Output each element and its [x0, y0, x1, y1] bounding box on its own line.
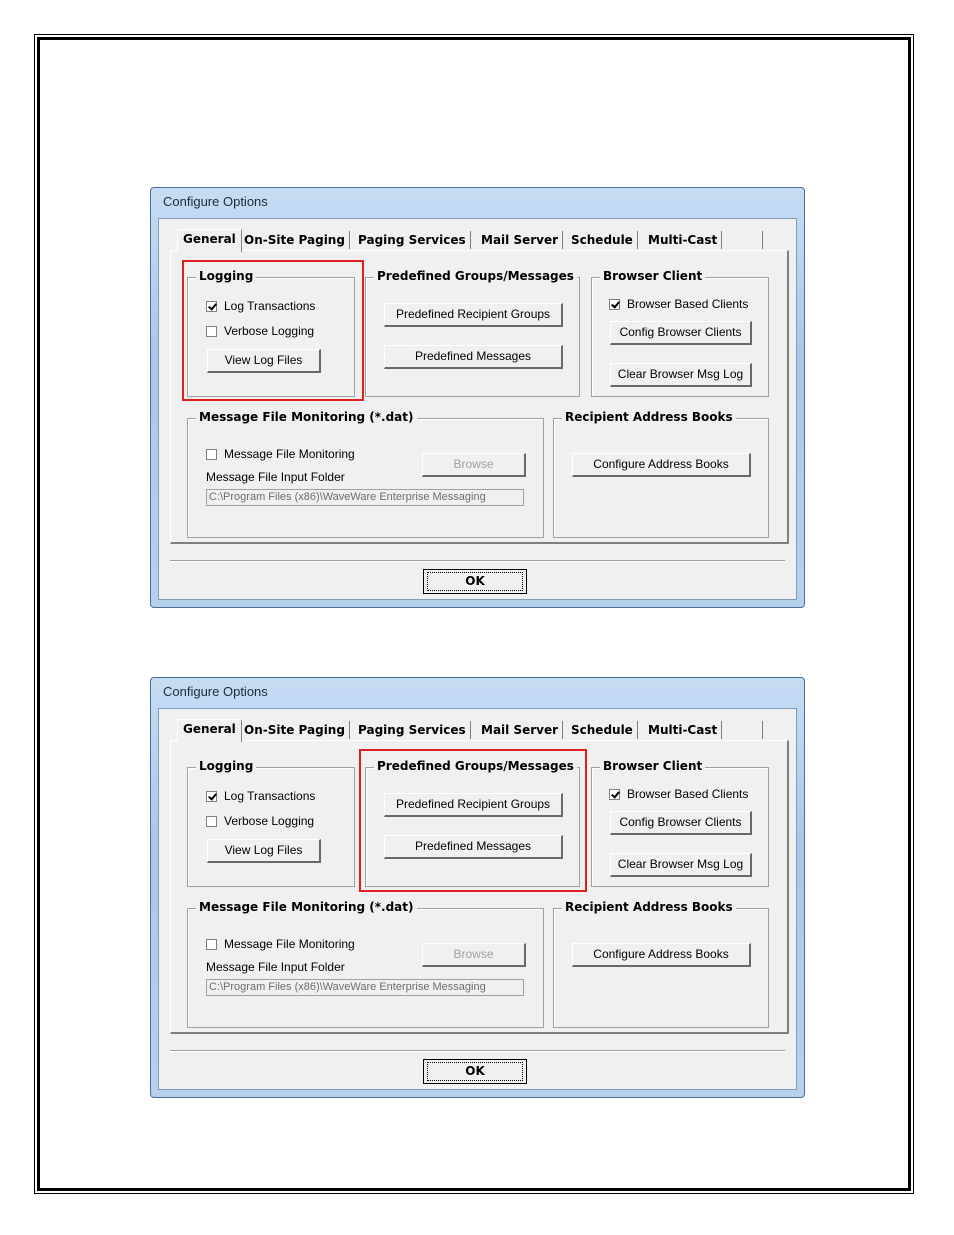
config-browser-clients-button[interactable]: Config Browser Clients: [610, 811, 752, 835]
checkbox-unchecked-icon: [206, 449, 217, 460]
monitoring-title: Message File Monitoring (*.dat): [196, 900, 417, 914]
tab-mail-server[interactable]: Mail Server: [481, 721, 563, 739]
message-file-monitoring-label: Message File Monitoring: [224, 447, 355, 461]
browser-client-title: Browser Client: [600, 269, 705, 283]
tab-empty[interactable]: [726, 231, 763, 249]
address-books-title: Recipient Address Books: [562, 410, 736, 424]
browser-based-clients-checkbox[interactable]: [609, 787, 748, 801]
logging-group: [187, 269, 355, 397]
address-books-title: Recipient Address Books: [562, 900, 736, 914]
tab-paging-services[interactable]: Paging Services: [358, 721, 471, 739]
monitoring-title: Message File Monitoring (*.dat): [196, 410, 417, 424]
separator: [170, 560, 785, 562]
tab-empty[interactable]: [726, 721, 763, 739]
predefined-recipient-groups-button[interactable]: Predefined Recipient Groups: [384, 303, 563, 327]
tab-schedule[interactable]: Schedule: [571, 231, 638, 249]
configure-address-books-button[interactable]: Configure Address Books: [572, 453, 751, 477]
input-folder-label: Message File Input Folder: [206, 470, 345, 484]
ok-button-label: OK: [427, 1062, 523, 1081]
configure-address-books-button[interactable]: Configure Address Books: [572, 943, 751, 967]
checkbox-unchecked-icon: [206, 939, 217, 950]
tab-paging-services[interactable]: Paging Services: [358, 231, 471, 249]
tab-multi-cast[interactable]: Multi-Cast: [648, 721, 722, 739]
clear-browser-msg-log-button[interactable]: Clear Browser Msg Log: [610, 363, 752, 387]
verbose-logging-label: Verbose Logging: [224, 814, 315, 828]
log-transactions-label: Log Transactions: [224, 789, 316, 803]
config-browser-clients-button[interactable]: Config Browser Clients: [610, 321, 752, 345]
predefined-title: Predefined Groups/Messages: [374, 269, 577, 283]
browse-button[interactable]: Browse: [422, 943, 526, 967]
dialog-title: Configure Options: [163, 684, 268, 699]
log-transactions-checkbox[interactable]: [206, 789, 315, 803]
browser-based-clients-label: Browser Based Clients: [627, 297, 749, 311]
message-file-monitoring-checkbox[interactable]: [206, 447, 355, 461]
general-tab-page: [170, 250, 789, 544]
checkbox-unchecked-icon: [206, 816, 217, 827]
checkbox-unchecked-icon: [206, 326, 217, 337]
tab-schedule[interactable]: Schedule: [571, 721, 638, 739]
view-log-files-button[interactable]: View Log Files: [207, 349, 321, 373]
dialog-title: Configure Options: [163, 194, 268, 209]
log-transactions-label: Log Transactions: [224, 299, 316, 313]
input-folder-label: Message File Input Folder: [206, 960, 345, 974]
browser-client-group: [591, 759, 769, 887]
configure-options-dialog-2: [150, 677, 805, 1098]
view-log-files-button[interactable]: View Log Files: [207, 839, 321, 863]
tab-general[interactable]: General: [177, 229, 242, 252]
input-folder-field[interactable]: C:\Program Files (x86)\WaveWare Enterprise Messaging: [206, 489, 524, 506]
predefined-recipient-groups-button[interactable]: Predefined Recipient Groups: [384, 793, 563, 817]
checkbox-checked-icon: [206, 791, 217, 802]
verbose-logging-label: Verbose Logging: [224, 324, 315, 338]
tab-general[interactable]: General: [177, 719, 242, 742]
browser-client-group: [591, 269, 769, 397]
checkbox-checked-icon: [609, 299, 620, 310]
configure-options-dialog-1: [150, 187, 805, 608]
message-file-monitoring-group: [187, 410, 544, 538]
ok-button[interactable]: [423, 569, 527, 594]
predefined-group: [365, 759, 580, 887]
message-file-monitoring-label: Message File Monitoring: [224, 937, 355, 951]
message-file-monitoring-checkbox[interactable]: [206, 937, 355, 951]
clear-browser-msg-log-button[interactable]: Clear Browser Msg Log: [610, 853, 752, 877]
tab-on-site-paging[interactable]: On-Site Paging: [244, 721, 350, 739]
logging-group: [187, 759, 355, 887]
browser-client-title: Browser Client: [600, 759, 705, 773]
checkbox-checked-icon: [609, 789, 620, 800]
predefined-title: Predefined Groups/Messages: [374, 759, 577, 773]
verbose-logging-checkbox[interactable]: [206, 814, 314, 828]
logging-title: Logging: [196, 759, 256, 773]
recipient-address-books-group: [553, 410, 769, 538]
predefined-messages-button[interactable]: Predefined Messages: [384, 835, 563, 859]
general-tab-page: [170, 740, 789, 1034]
dialog-client-area: [158, 708, 797, 1090]
ok-button-label: OK: [427, 572, 523, 591]
tab-on-site-paging[interactable]: On-Site Paging: [244, 231, 350, 249]
browser-based-clients-checkbox[interactable]: [609, 297, 748, 311]
tab-mail-server[interactable]: Mail Server: [481, 231, 563, 249]
recipient-address-books-group: [553, 900, 769, 1028]
tab-multi-cast[interactable]: Multi-Cast: [648, 231, 722, 249]
ok-button[interactable]: [423, 1059, 527, 1084]
browse-button[interactable]: Browse: [422, 453, 526, 477]
verbose-logging-checkbox[interactable]: [206, 324, 314, 338]
predefined-messages-button[interactable]: Predefined Messages: [384, 345, 563, 369]
predefined-group: [365, 269, 580, 397]
separator: [170, 1050, 785, 1052]
input-folder-field[interactable]: C:\Program Files (x86)\WaveWare Enterprise Messaging: [206, 979, 524, 996]
log-transactions-checkbox[interactable]: [206, 299, 315, 313]
browser-based-clients-label: Browser Based Clients: [627, 787, 749, 801]
logging-title: Logging: [196, 269, 256, 283]
message-file-monitoring-group: [187, 900, 544, 1028]
checkbox-checked-icon: [206, 301, 217, 312]
dialog-client-area: [158, 218, 797, 600]
